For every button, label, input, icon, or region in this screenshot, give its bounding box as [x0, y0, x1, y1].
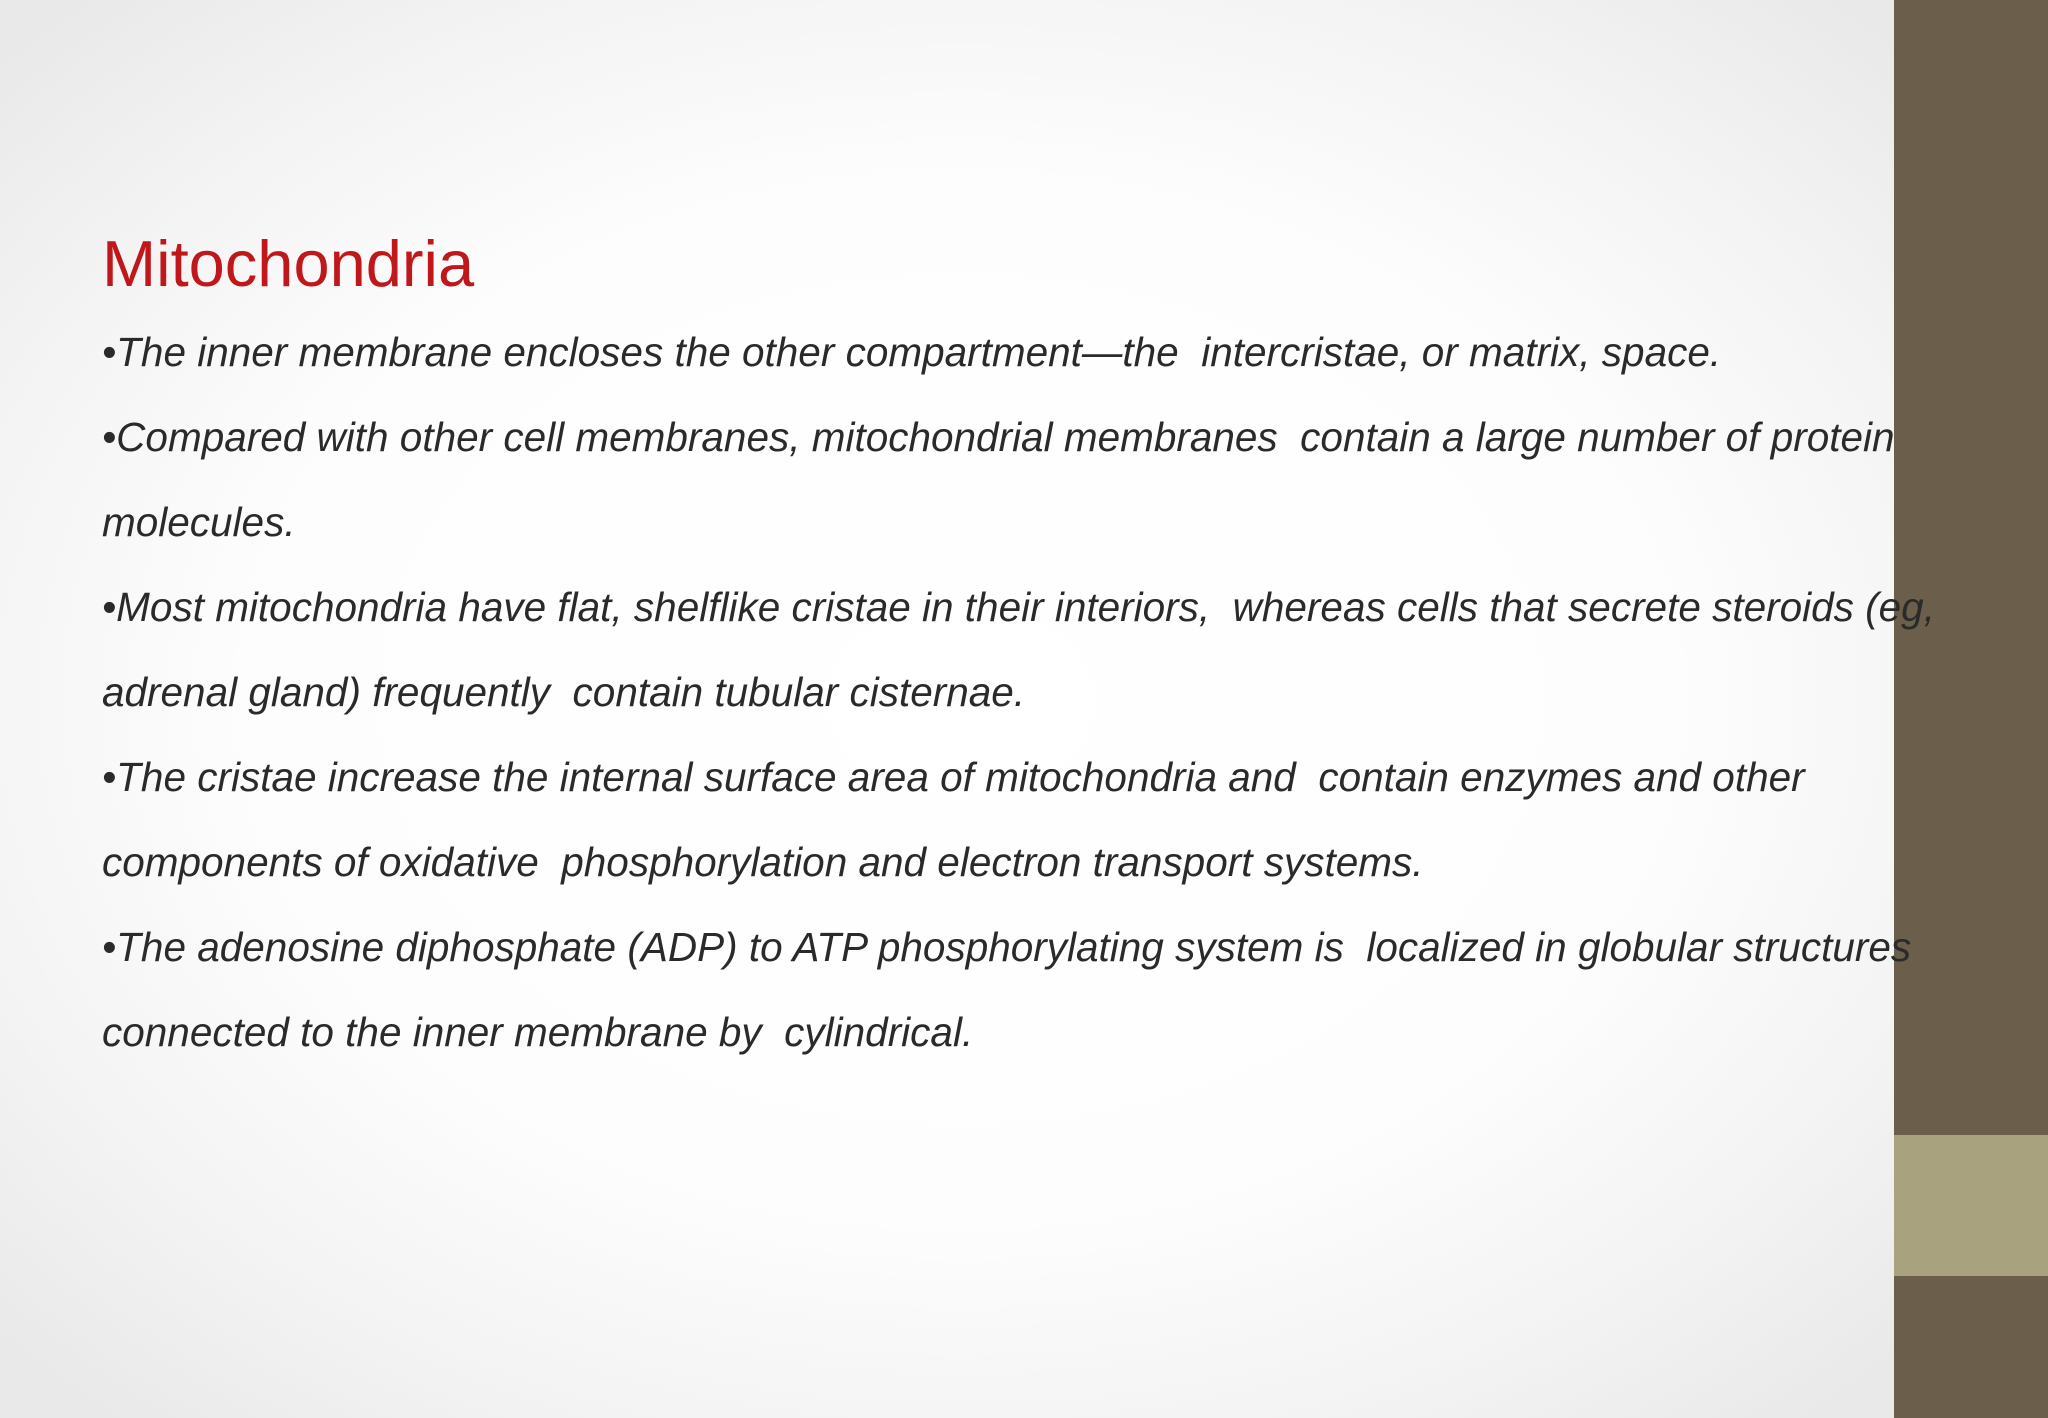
bullet-item: •The cristae increase the internal surface area of mitochondria and contain enzymes and other components of oxidative phosphorylation and electron transport systems. — [102, 754, 1816, 885]
bullet-item: •The inner membrane encloses the other compartment—the intercristae, or matrix, space. — [102, 329, 1722, 375]
slide-content — [102, 218, 1982, 1075]
bullet-item: •Most mitochondria have flat, shelflike cristae in their interiors, whereas cells that secrete steroids (eg, adrenal gland) frequently contain tubular cisternae. — [102, 584, 1947, 715]
slide-title: Mitochondria — [102, 227, 475, 300]
bullet-item: •The adenosine diphosphate (ADP) to ATP phosphorylating system is localized in globular structures connected to the inner membrane by cylindrical. — [102, 924, 1923, 1055]
decorative-side-accent — [1894, 1135, 2048, 1276]
bullet-item: •Compared with other cell membranes, mitochondrial membranes contain a large number of protein molecules. — [102, 414, 1906, 545]
bullet-list — [102, 310, 1982, 1075]
